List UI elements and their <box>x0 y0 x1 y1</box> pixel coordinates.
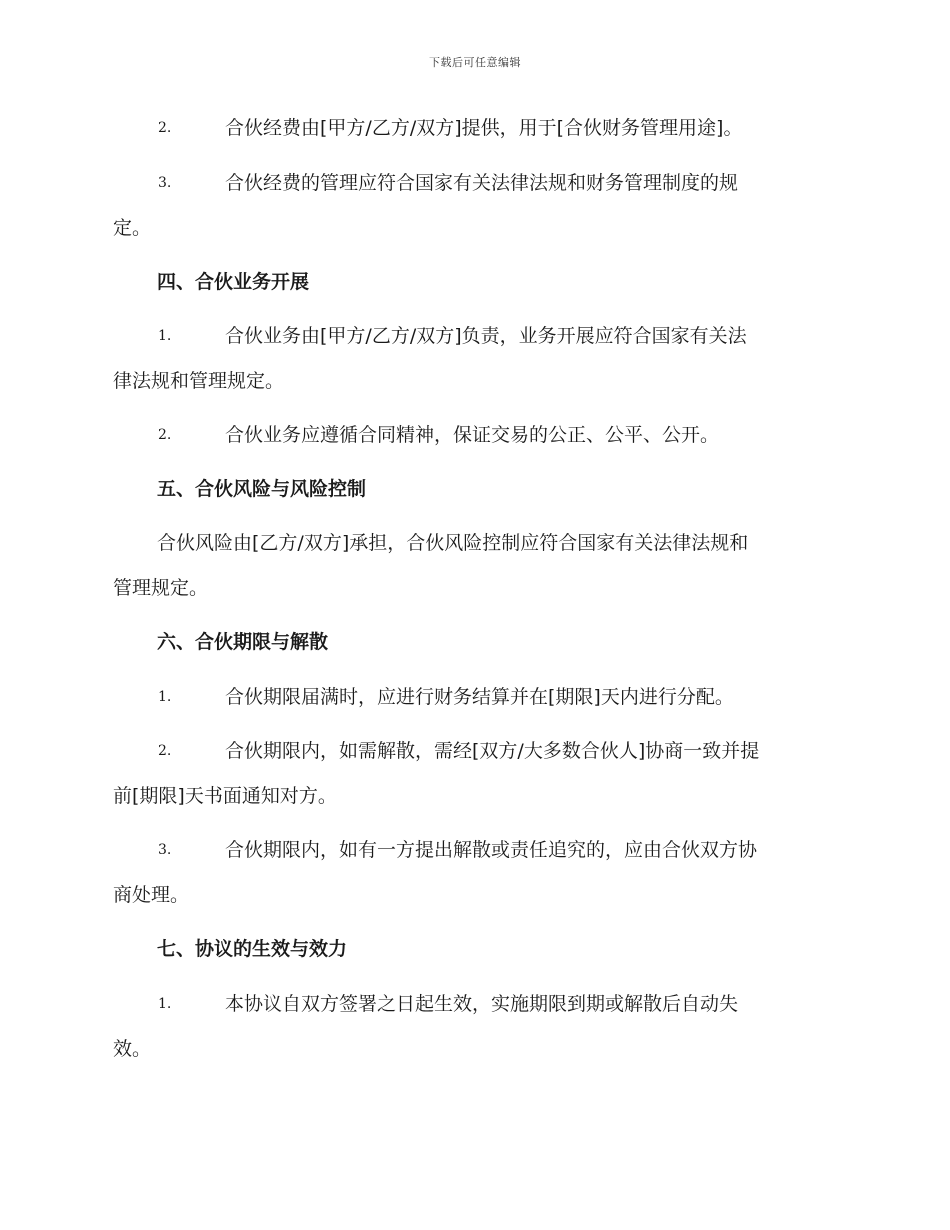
list-item-text-continued: 定。 <box>113 217 152 239</box>
list-item <box>113 729 843 819</box>
section-heading: 四、合伙业务开展 <box>157 271 310 293</box>
list-item <box>113 413 843 458</box>
list-item <box>113 982 843 1072</box>
section-heading: 六、合伙期限与解散 <box>157 631 329 653</box>
list-item-number: 1. <box>158 689 172 705</box>
list-item-text: 合伙期限内，如需解散，需经[双方/大多数合伙人]协商一致并提 <box>225 740 760 762</box>
list-item <box>113 314 843 404</box>
paragraph <box>113 521 843 611</box>
list-item-text: 合伙经费由[甲方/乙方/双方]提供，用于[合伙财务管理用途]。 <box>225 117 743 139</box>
paragraph-text: 合伙风险由[乙方/双方]承担，合伙风险控制应符合国家有关法律法规和 <box>157 532 749 554</box>
list-item-text-continued: 前[期限]天书面通知对方。 <box>113 785 337 807</box>
list-item-text: 合伙期限内，如有一方提出解散或责任追究的，应由合伙双方协 <box>225 839 758 861</box>
list-item-text: 合伙业务由[甲方/乙方/双方]负责，业务开展应符合国家有关法 <box>225 325 747 347</box>
list-item-text: 合伙期限届满时，应进行财务结算并在[期限]天内进行分配。 <box>225 686 734 708</box>
list-item-number: 1. <box>158 328 172 344</box>
paragraph-text-continued: 管理规定。 <box>113 577 209 599</box>
list-item <box>113 675 843 720</box>
list-item-text: 合伙经费的管理应符合国家有关法律法规和财务管理制度的规 <box>225 172 739 194</box>
list-item-number: 2. <box>158 427 172 443</box>
list-item-number: 3. <box>158 175 172 191</box>
list-item-number: 2. <box>158 120 172 136</box>
section-heading: 五、合伙风险与风险控制 <box>157 478 367 500</box>
list-item-number: 3. <box>158 842 172 858</box>
list-item-text-continued: 律法规和管理规定。 <box>113 370 285 392</box>
list-item-text-continued: 效。 <box>113 1038 152 1060</box>
list-item-text: 合伙业务应遵循合同精神，保证交易的公正、公平、公开。 <box>225 424 720 446</box>
list-item-number: 1. <box>158 996 172 1012</box>
list-item-text: 本协议自双方签署之日起生效，实施期限到期或解散后自动失 <box>225 993 739 1015</box>
list-item <box>113 106 843 151</box>
page-header-note: 下载后可任意编辑 <box>429 56 521 69</box>
list-item <box>113 161 843 251</box>
list-item-text-continued: 商处理。 <box>113 884 190 906</box>
list-item-number: 2. <box>158 743 172 759</box>
section-heading: 七、协议的生效与效力 <box>157 938 348 960</box>
list-item <box>113 828 843 918</box>
